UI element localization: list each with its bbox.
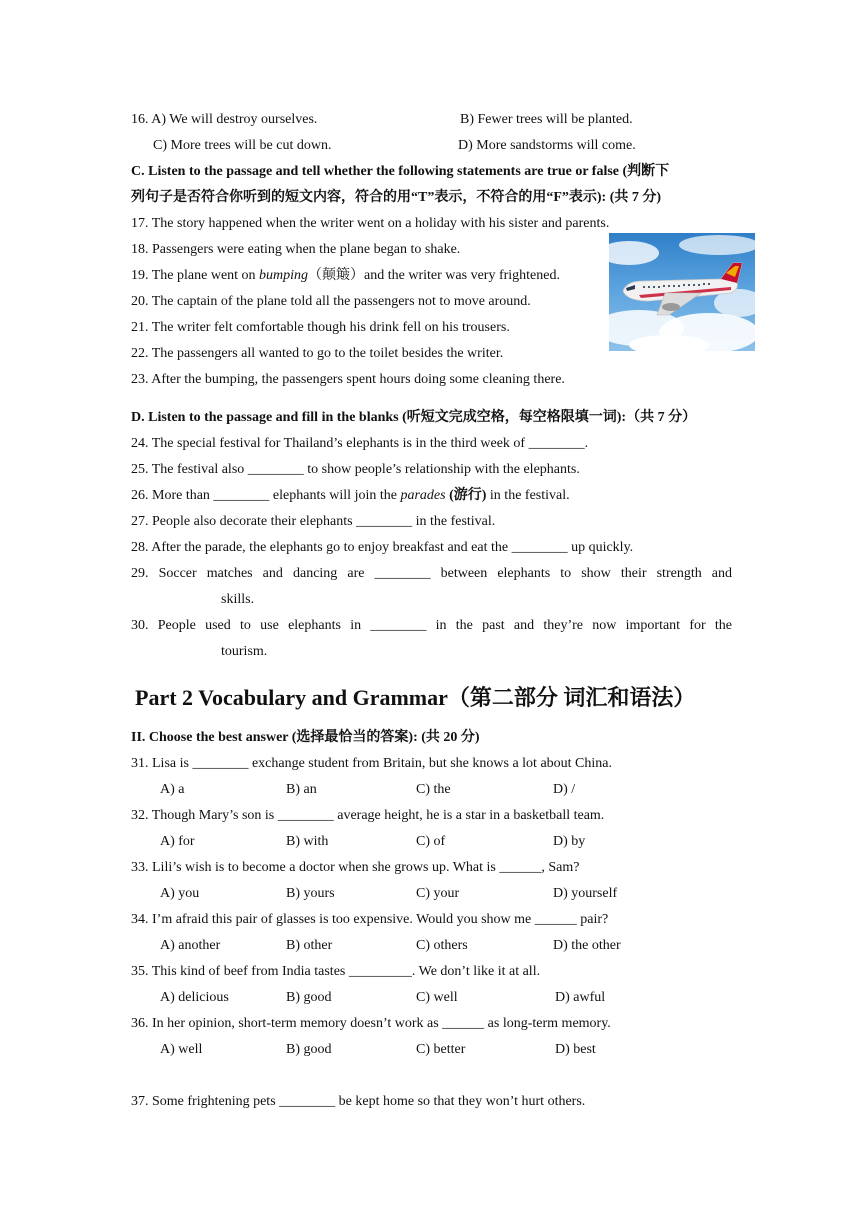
question-33: 33. Lili’s wish is to become a doctor when she grows up. What is ______, Sam? bbox=[131, 860, 580, 875]
question-35: 35. This kind of beef from India tastes _________. We don’t like it at all. bbox=[131, 964, 541, 979]
q16-option-b: B) Fewer trees will be planted. bbox=[460, 112, 633, 127]
question-31: 31. Lisa is ________ exchange student from Britain, but she knows a lot about China. bbox=[131, 756, 612, 771]
q31-option-c: C) the bbox=[416, 782, 451, 797]
question-29-cont: skills. bbox=[221, 592, 255, 607]
question-30-cont: tourism. bbox=[221, 644, 268, 659]
q32-option-b: B) with bbox=[286, 834, 329, 849]
question-32: 32. Though Mary’s son is ________ average height, he is a star in a basketball team. bbox=[131, 808, 605, 823]
q32-option-a: A) for bbox=[160, 834, 195, 849]
statement-19: 19. The plane went on bumping（颠簸）and the writer was very frightened. bbox=[131, 268, 560, 283]
q35-option-c: C) well bbox=[416, 990, 458, 1005]
q32-option-d: D) by bbox=[553, 834, 586, 849]
section-d-heading: D. Listen to the passage and fill in the blanks (听短文完成空格，每空格限填一词):（共 7 分） bbox=[131, 410, 697, 425]
q16-option-c: C) More trees will be cut down. bbox=[153, 138, 332, 153]
q33-option-d: D) yourself bbox=[553, 886, 618, 901]
q36-option-d: D) best bbox=[555, 1042, 596, 1057]
q34-option-d: D) the other bbox=[553, 938, 621, 953]
q31-option-b: B) an bbox=[286, 782, 317, 797]
section-c-heading-cont: 列句子是否符合你听到的短文内容，符合的用“T”表示，不符合的用“F”表示): (共 7 分) bbox=[131, 190, 662, 205]
statement-17: 17. The story happened when the writer went on a holiday with his sister and parents. bbox=[131, 216, 610, 231]
statement-22: 22. The passengers all wanted to go to the toilet besides the writer. bbox=[131, 346, 504, 361]
question-25: 25. The festival also ________ to show people’s relationship with the elephants. bbox=[131, 462, 580, 477]
section-c-heading: C. Listen to the passage and tell whether the following statements are true or false (判断下 bbox=[131, 164, 670, 179]
q31-option-d: D) / bbox=[553, 782, 576, 797]
q34-option-b: B) other bbox=[286, 938, 333, 953]
question-30: 30. People used to use elephants in ________ in the past and they’re now important for the bbox=[131, 618, 732, 633]
q34-option-a: A) another bbox=[160, 938, 221, 953]
q36-option-b: B) good bbox=[286, 1042, 332, 1057]
q35-option-b: B) good bbox=[286, 990, 332, 1005]
q36-option-a: A) well bbox=[160, 1042, 203, 1057]
airplane-photo bbox=[609, 233, 755, 351]
q32-option-c: C) of bbox=[416, 834, 446, 849]
question-27: 27. People also decorate their elephants ________ in the festival. bbox=[131, 514, 496, 529]
question-37: 37. Some frightening pets ________ be kept home so that they won’t hurt others. bbox=[131, 1094, 586, 1109]
q33-option-b: B) yours bbox=[286, 886, 335, 901]
q35-option-a: A) delicious bbox=[160, 990, 229, 1005]
question-34: 34. I’m afraid this pair of glasses is too expensive. Would you show me ______ pair? bbox=[131, 912, 609, 927]
statement-21: 21. The writer felt comfortable though his drink fell on his trousers. bbox=[131, 320, 510, 335]
q33-option-c: C) your bbox=[416, 886, 460, 901]
q31-option-a: A) a bbox=[160, 782, 185, 797]
airplane-icon bbox=[609, 233, 755, 351]
section-ii-heading: II. Choose the best answer (选择最恰当的答案): (共 20 分) bbox=[131, 730, 480, 745]
statement-20: 20. The captain of the plane told all the passengers not to move around. bbox=[131, 294, 531, 309]
q36-option-c: C) better bbox=[416, 1042, 466, 1057]
q34-option-c: C) others bbox=[416, 938, 468, 953]
statement-18: 18. Passengers were eating when the plane began to shake. bbox=[131, 242, 461, 257]
question-29: 29. Soccer matches and dancing are ________ between elephants to show their strength and bbox=[131, 566, 732, 581]
q33-option-a: A) you bbox=[160, 886, 200, 901]
q35-option-d: D) awful bbox=[555, 990, 606, 1005]
question-26: 26. More than ________ elephants will join the parades (游行) in the festival. bbox=[131, 488, 570, 503]
question-28: 28. After the parade, the elephants go to enjoy breakfast and eat the ________ up quickly. bbox=[131, 540, 634, 555]
question-24: 24. The special festival for Thailand’s elephants is in the third week of ________. bbox=[131, 436, 589, 451]
part-2-title: Part 2 Vocabulary and Grammar（第二部分 词汇和语法） bbox=[135, 685, 696, 710]
statement-23: 23. After the bumping, the passengers spent hours doing some cleaning there. bbox=[131, 372, 565, 387]
q16-option-a: 16. A) We will destroy ourselves. bbox=[131, 112, 318, 127]
question-36: 36. In her opinion, short-term memory doesn’t work as ______ as long-term memory. bbox=[131, 1016, 611, 1031]
q16-option-d: D) More sandstorms will come. bbox=[458, 138, 636, 153]
